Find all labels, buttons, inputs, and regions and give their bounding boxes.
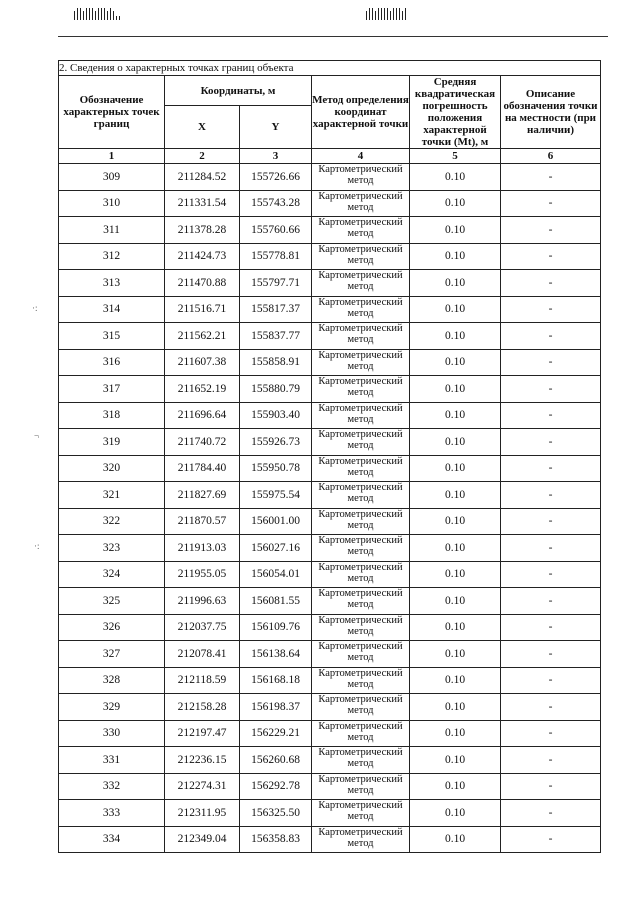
accuracy-cell: 0.10 bbox=[410, 323, 501, 350]
accuracy-cell: 0.10 bbox=[410, 455, 501, 482]
table-row bbox=[59, 535, 601, 562]
x-coordinate-cell: 211870.57 bbox=[165, 508, 240, 535]
point-id-cell: 319 bbox=[59, 429, 165, 456]
y-coordinate-cell: 156198.37 bbox=[240, 694, 312, 721]
point-id-cell: 312 bbox=[59, 243, 165, 270]
description-cell: - bbox=[501, 455, 601, 482]
method-cell: Картометрический метод bbox=[312, 402, 410, 429]
accuracy-cell: 0.10 bbox=[410, 641, 501, 668]
description-cell: - bbox=[501, 349, 601, 376]
point-id-cell: 309 bbox=[59, 164, 165, 191]
method-cell: Картометрический метод bbox=[312, 323, 410, 350]
x-coordinate-cell: 211424.73 bbox=[165, 243, 240, 270]
header-y: Y bbox=[240, 106, 312, 149]
table-row bbox=[59, 323, 601, 350]
point-id-cell: 316 bbox=[59, 349, 165, 376]
y-coordinate-cell: 155837.77 bbox=[240, 323, 312, 350]
table-row bbox=[59, 720, 601, 747]
method-cell: Картометрический метод bbox=[312, 270, 410, 297]
point-id-cell: 326 bbox=[59, 614, 165, 641]
point-id-cell: 322 bbox=[59, 508, 165, 535]
y-coordinate-cell: 156168.18 bbox=[240, 667, 312, 694]
header-accuracy: Средняя квадратическая погрешность положения характерной точки (Mt), м bbox=[410, 76, 501, 149]
table-row bbox=[59, 747, 601, 774]
accuracy-cell: 0.10 bbox=[410, 349, 501, 376]
table-row bbox=[59, 800, 601, 827]
table-row bbox=[59, 641, 601, 668]
table-row bbox=[59, 508, 601, 535]
column-number: 3 bbox=[240, 149, 312, 164]
table-row bbox=[59, 561, 601, 588]
description-cell: - bbox=[501, 747, 601, 774]
description-cell: - bbox=[501, 535, 601, 562]
table-row bbox=[59, 217, 601, 244]
method-cell: Картометрический метод bbox=[312, 720, 410, 747]
x-coordinate-cell: 211827.69 bbox=[165, 482, 240, 509]
y-coordinate-cell: 156138.64 bbox=[240, 641, 312, 668]
y-coordinate-cell: 155817.37 bbox=[240, 296, 312, 323]
x-coordinate-cell: 211652.19 bbox=[165, 376, 240, 403]
description-cell: - bbox=[501, 508, 601, 535]
point-id-cell: 333 bbox=[59, 800, 165, 827]
y-coordinate-cell: 155880.79 bbox=[240, 376, 312, 403]
x-coordinate-cell: 212236.15 bbox=[165, 747, 240, 774]
point-id-cell: 334 bbox=[59, 826, 165, 853]
method-cell: Картометрический метод bbox=[312, 429, 410, 456]
x-coordinate-cell: 211696.64 bbox=[165, 402, 240, 429]
point-id-cell: 317 bbox=[59, 376, 165, 403]
header-x: X bbox=[165, 106, 240, 149]
method-cell: Картометрический метод bbox=[312, 826, 410, 853]
method-cell: Картометрический метод bbox=[312, 217, 410, 244]
x-coordinate-cell: 211996.63 bbox=[165, 588, 240, 615]
y-coordinate-cell: 155797.71 bbox=[240, 270, 312, 297]
column-number: 2 bbox=[165, 149, 240, 164]
method-cell: Картометрический метод bbox=[312, 747, 410, 774]
y-coordinate-cell: 156001.00 bbox=[240, 508, 312, 535]
table-row bbox=[59, 296, 601, 323]
point-id-cell: 328 bbox=[59, 667, 165, 694]
table-row bbox=[59, 455, 601, 482]
method-cell: Картометрический метод bbox=[312, 535, 410, 562]
x-coordinate-cell: 211284.52 bbox=[165, 164, 240, 191]
y-coordinate-cell: 155858.91 bbox=[240, 349, 312, 376]
x-coordinate-cell: 211562.21 bbox=[165, 323, 240, 350]
table-row bbox=[59, 614, 601, 641]
header-coordinates: Координаты, м bbox=[165, 76, 312, 106]
accuracy-cell: 0.10 bbox=[410, 588, 501, 615]
description-cell: - bbox=[501, 243, 601, 270]
method-cell: Картометрический метод bbox=[312, 482, 410, 509]
scan-speck: ·: bbox=[32, 303, 38, 313]
table-row bbox=[59, 773, 601, 800]
description-cell: - bbox=[501, 402, 601, 429]
method-cell: Картометрический метод bbox=[312, 243, 410, 270]
column-number: 4 bbox=[312, 149, 410, 164]
x-coordinate-cell: 212118.59 bbox=[165, 667, 240, 694]
y-coordinate-cell: 156109.76 bbox=[240, 614, 312, 641]
accuracy-cell: 0.10 bbox=[410, 243, 501, 270]
point-id-cell: 324 bbox=[59, 561, 165, 588]
description-cell: - bbox=[501, 561, 601, 588]
y-coordinate-cell: 156358.83 bbox=[240, 826, 312, 853]
accuracy-cell: 0.10 bbox=[410, 773, 501, 800]
method-cell: Картометрический метод bbox=[312, 561, 410, 588]
y-coordinate-cell: 155760.66 bbox=[240, 217, 312, 244]
x-coordinate-cell: 211913.03 bbox=[165, 535, 240, 562]
x-coordinate-cell: 212311.95 bbox=[165, 800, 240, 827]
accuracy-cell: 0.10 bbox=[410, 482, 501, 509]
x-coordinate-cell: 211955.05 bbox=[165, 561, 240, 588]
accuracy-cell: 0.10 bbox=[410, 270, 501, 297]
section-title: 2. Сведения о характерных точках границ объекта bbox=[59, 61, 601, 76]
scan-speck: ¬ bbox=[34, 431, 40, 441]
method-cell: Картометрический метод bbox=[312, 588, 410, 615]
method-cell: Картометрический метод bbox=[312, 296, 410, 323]
accuracy-cell: 0.10 bbox=[410, 296, 501, 323]
description-cell: - bbox=[501, 190, 601, 217]
description-cell: - bbox=[501, 667, 601, 694]
table-row bbox=[59, 429, 601, 456]
accuracy-cell: 0.10 bbox=[410, 217, 501, 244]
point-id-cell: 321 bbox=[59, 482, 165, 509]
method-cell: Картометрический метод bbox=[312, 667, 410, 694]
table-row bbox=[59, 164, 601, 191]
description-cell: - bbox=[501, 482, 601, 509]
method-cell: Картометрический метод bbox=[312, 641, 410, 668]
table-body bbox=[59, 164, 601, 853]
y-coordinate-cell: 156229.21 bbox=[240, 720, 312, 747]
method-cell: Картометрический метод bbox=[312, 190, 410, 217]
y-coordinate-cell: 155743.28 bbox=[240, 190, 312, 217]
description-cell: - bbox=[501, 323, 601, 350]
y-coordinate-cell: 155726.66 bbox=[240, 164, 312, 191]
y-coordinate-cell: 156054.01 bbox=[240, 561, 312, 588]
x-coordinate-cell: 211378.28 bbox=[165, 217, 240, 244]
header-description: Описание обозначения точки на местности (при наличии) bbox=[501, 76, 601, 149]
y-coordinate-cell: 155975.54 bbox=[240, 482, 312, 509]
table-row bbox=[59, 402, 601, 429]
table-row bbox=[59, 482, 601, 509]
scan-speck: ·: bbox=[34, 541, 40, 551]
accuracy-cell: 0.10 bbox=[410, 508, 501, 535]
y-coordinate-cell: 156292.78 bbox=[240, 773, 312, 800]
description-cell: - bbox=[501, 270, 601, 297]
x-coordinate-cell: 211331.54 bbox=[165, 190, 240, 217]
boundary-points-table bbox=[58, 60, 601, 853]
header-rule bbox=[58, 36, 608, 37]
method-cell: Картометрический метод bbox=[312, 164, 410, 191]
point-id-cell: 327 bbox=[59, 641, 165, 668]
description-cell: - bbox=[501, 641, 601, 668]
description-cell: - bbox=[501, 800, 601, 827]
header-method: Метод определения координат характерной точки bbox=[312, 76, 410, 149]
point-id-cell: 332 bbox=[59, 773, 165, 800]
method-cell: Картометрический метод bbox=[312, 614, 410, 641]
y-coordinate-cell: 156260.68 bbox=[240, 747, 312, 774]
x-coordinate-cell: 211784.40 bbox=[165, 455, 240, 482]
accuracy-cell: 0.10 bbox=[410, 561, 501, 588]
table-row bbox=[59, 588, 601, 615]
accuracy-cell: 0.10 bbox=[410, 535, 501, 562]
method-cell: Картометрический метод bbox=[312, 508, 410, 535]
column-number: 1 bbox=[59, 149, 165, 164]
point-id-cell: 311 bbox=[59, 217, 165, 244]
method-cell: Картометрический метод bbox=[312, 376, 410, 403]
accuracy-cell: 0.10 bbox=[410, 667, 501, 694]
accuracy-cell: 0.10 bbox=[410, 826, 501, 853]
y-coordinate-cell: 156081.55 bbox=[240, 588, 312, 615]
barcode-left bbox=[74, 6, 120, 20]
description-cell: - bbox=[501, 376, 601, 403]
y-coordinate-cell: 155903.40 bbox=[240, 402, 312, 429]
point-id-cell: 318 bbox=[59, 402, 165, 429]
x-coordinate-cell: 211470.88 bbox=[165, 270, 240, 297]
x-coordinate-cell: 212158.28 bbox=[165, 694, 240, 721]
x-coordinate-cell: 211516.71 bbox=[165, 296, 240, 323]
table-row bbox=[59, 270, 601, 297]
accuracy-cell: 0.10 bbox=[410, 800, 501, 827]
description-cell: - bbox=[501, 296, 601, 323]
table-row bbox=[59, 243, 601, 270]
point-id-cell: 323 bbox=[59, 535, 165, 562]
barcode-center bbox=[366, 6, 406, 20]
point-id-cell: 314 bbox=[59, 296, 165, 323]
description-cell: - bbox=[501, 217, 601, 244]
point-id-cell: 330 bbox=[59, 720, 165, 747]
method-cell: Картометрический метод bbox=[312, 694, 410, 721]
y-coordinate-cell: 156325.50 bbox=[240, 800, 312, 827]
column-number: 6 bbox=[501, 149, 601, 164]
point-id-cell: 310 bbox=[59, 190, 165, 217]
method-cell: Картометрический метод bbox=[312, 455, 410, 482]
description-cell: - bbox=[501, 773, 601, 800]
x-coordinate-cell: 212078.41 bbox=[165, 641, 240, 668]
table-row bbox=[59, 667, 601, 694]
accuracy-cell: 0.10 bbox=[410, 402, 501, 429]
accuracy-cell: 0.10 bbox=[410, 720, 501, 747]
y-coordinate-cell: 155950.78 bbox=[240, 455, 312, 482]
point-id-cell: 329 bbox=[59, 694, 165, 721]
x-coordinate-cell: 212197.47 bbox=[165, 720, 240, 747]
description-cell: - bbox=[501, 429, 601, 456]
table-row bbox=[59, 190, 601, 217]
table-row bbox=[59, 694, 601, 721]
y-coordinate-cell: 155926.73 bbox=[240, 429, 312, 456]
table-row bbox=[59, 349, 601, 376]
point-id-cell: 313 bbox=[59, 270, 165, 297]
description-cell: - bbox=[501, 614, 601, 641]
method-cell: Картометрический метод bbox=[312, 800, 410, 827]
x-coordinate-cell: 212037.75 bbox=[165, 614, 240, 641]
accuracy-cell: 0.10 bbox=[410, 190, 501, 217]
x-coordinate-cell: 212274.31 bbox=[165, 773, 240, 800]
y-coordinate-cell: 155778.81 bbox=[240, 243, 312, 270]
header-designation: Обозначение характерных точек границ bbox=[59, 76, 165, 149]
method-cell: Картометрический метод bbox=[312, 773, 410, 800]
description-cell: - bbox=[501, 588, 601, 615]
column-number: 5 bbox=[410, 149, 501, 164]
point-id-cell: 315 bbox=[59, 323, 165, 350]
x-coordinate-cell: 212349.04 bbox=[165, 826, 240, 853]
accuracy-cell: 0.10 bbox=[410, 164, 501, 191]
point-id-cell: 320 bbox=[59, 455, 165, 482]
description-cell: - bbox=[501, 694, 601, 721]
table-row bbox=[59, 376, 601, 403]
accuracy-cell: 0.10 bbox=[410, 376, 501, 403]
description-cell: - bbox=[501, 826, 601, 853]
x-coordinate-cell: 211740.72 bbox=[165, 429, 240, 456]
accuracy-cell: 0.10 bbox=[410, 747, 501, 774]
x-coordinate-cell: 211607.38 bbox=[165, 349, 240, 376]
accuracy-cell: 0.10 bbox=[410, 614, 501, 641]
table-row bbox=[59, 826, 601, 853]
accuracy-cell: 0.10 bbox=[410, 694, 501, 721]
accuracy-cell: 0.10 bbox=[410, 429, 501, 456]
description-cell: - bbox=[501, 164, 601, 191]
point-id-cell: 331 bbox=[59, 747, 165, 774]
method-cell: Картометрический метод bbox=[312, 349, 410, 376]
y-coordinate-cell: 156027.16 bbox=[240, 535, 312, 562]
point-id-cell: 325 bbox=[59, 588, 165, 615]
description-cell: - bbox=[501, 720, 601, 747]
